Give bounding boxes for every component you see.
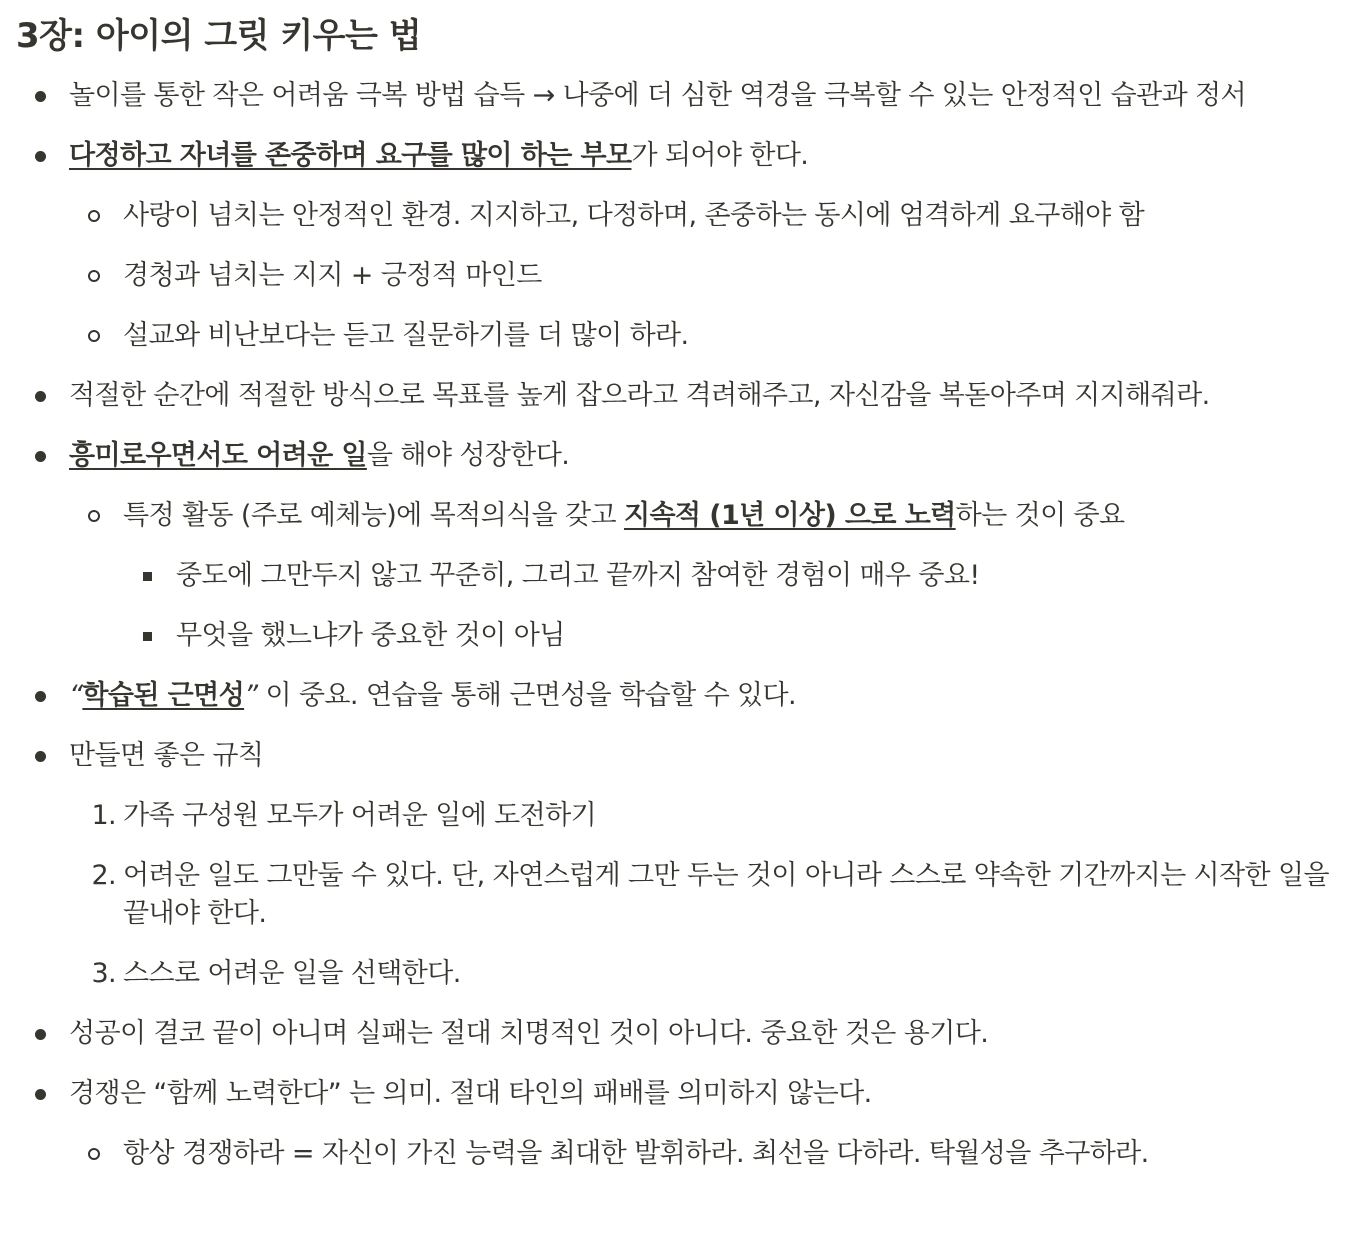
list-item-text: 을 해야 성장한다. (366, 440, 570, 471)
bullet-disc-icon (28, 737, 52, 775)
list-item-text: 설교와 비난보다는 듣고 질문하기를 더 많이 하라. (123, 320, 689, 351)
bullet-disc-icon (28, 77, 52, 115)
list-item (16, 1064, 1341, 1124)
list-item-text: 가 되어야 한다. (631, 140, 809, 171)
list-item-text: 놀이를 통한 작은 어려움 극복 방법 습득 → 나중에 더 심한 역경을 극복할 수 있는 안정적인 습관과 정서 (69, 80, 1247, 111)
list-item-text: 경청과 넘치는 지지 + 긍정적 마인드 (123, 260, 542, 291)
emphasis-text: 다정하고 자녀를 존중하며 요구를 많이 하는 부모 (69, 140, 632, 171)
bullet-disc-icon (28, 437, 52, 475)
list-item-text: 만들면 좋은 규칙 (69, 740, 264, 771)
list-item (16, 306, 1341, 366)
list-item-text: 무엇을 했느냐가 중요한 것이 아님 (176, 620, 565, 651)
list-item (16, 66, 1341, 126)
numbered-item (16, 846, 1341, 944)
list-item (16, 666, 1341, 726)
emphasis-text: 학습된 근면성 (82, 680, 245, 711)
list-item (16, 726, 1341, 786)
list-item (16, 426, 1341, 486)
numbered-item (16, 786, 1341, 846)
page-title: 3장: 아이의 그릿 키우는 법 (16, 16, 422, 56)
list-item-text: 적절한 순간에 적절한 방식으로 목표를 높게 잡으라고 격려해주고, 자신감을 복돋아주며 지지해줘라. (69, 380, 1210, 411)
bullet-square-icon (135, 557, 159, 595)
list-item (16, 546, 1341, 606)
emphasis-text: 흥미로우면서도 어려운 일 (69, 440, 367, 471)
open-quote: “ (69, 680, 83, 711)
list-item-text: 사랑이 넘치는 안정적인 환경. 지지하고, 다정하며, 존중하는 동시에 엄격하게 요구해야 함 (123, 200, 1145, 231)
list-item (16, 1004, 1341, 1064)
bullet-circle-icon (82, 197, 106, 235)
numbered-item (16, 944, 1341, 1004)
bullet-circle-icon (82, 1135, 106, 1173)
bullet-square-icon (135, 617, 159, 655)
list-item (16, 486, 1341, 546)
list-item-text: 스스로 어려운 일을 선택한다. (123, 958, 461, 989)
close-quote: ” (244, 680, 258, 711)
list-item (16, 126, 1341, 186)
list-item-text: 경쟁은 “함께 노력한다” 는 의미. 절대 타인의 패배를 의미하지 않는다. (69, 1078, 872, 1109)
list-item-text: 특정 활동 (주로 예체능)에 목적의식을 갖고 (123, 500, 624, 531)
list-item (16, 246, 1341, 306)
list-item-text: 가족 구성원 모두가 어려운 일에 도전하기 (123, 800, 597, 831)
list-item-text: 이 중요. 연습을 통해 근면성을 학습할 수 있다. (257, 680, 796, 711)
bullet-disc-icon (28, 377, 52, 415)
list-number: 1. (91, 800, 116, 831)
list-item-text: 성공이 결코 끝이 아니며 실패는 절대 치명적인 것이 아니다. 중요한 것은 용기다. (69, 1018, 989, 1049)
list-item (16, 1124, 1341, 1184)
list-item-text: 하는 것이 중요 (955, 500, 1125, 531)
list-item-text: 중도에 그만두지 않고 꾸준히, 그리고 끝까지 참여한 경험이 매우 중요! (176, 560, 980, 591)
bullet-disc-icon (28, 1015, 52, 1053)
list-item (16, 186, 1341, 246)
bullet-disc-icon (28, 137, 52, 175)
bullet-disc-icon (28, 1075, 52, 1113)
list-number: 2. (91, 860, 116, 891)
bullet-circle-icon (82, 317, 106, 355)
list-item (16, 366, 1341, 426)
list-item (16, 606, 1341, 666)
list-item-text: 항상 경쟁하라 = 자신이 가진 능력을 최대한 발휘하라. 최선을 다하라. 탁월성을 추구하라. (123, 1138, 1149, 1169)
list-number: 3. (91, 958, 116, 989)
bullet-circle-icon (82, 257, 106, 295)
emphasis-text: 지속적 (1년 이상) 으로 노력 (623, 500, 956, 531)
bullet-circle-icon (82, 497, 106, 535)
bullet-disc-icon (28, 677, 52, 715)
list-item-text: 어려운 일도 그만둘 수 있다. 단, 자연스럽게 그만 두는 것이 아니라 스스로 약속한 기간까지는 시작한 일을 끝내야 한다. (123, 860, 1329, 929)
